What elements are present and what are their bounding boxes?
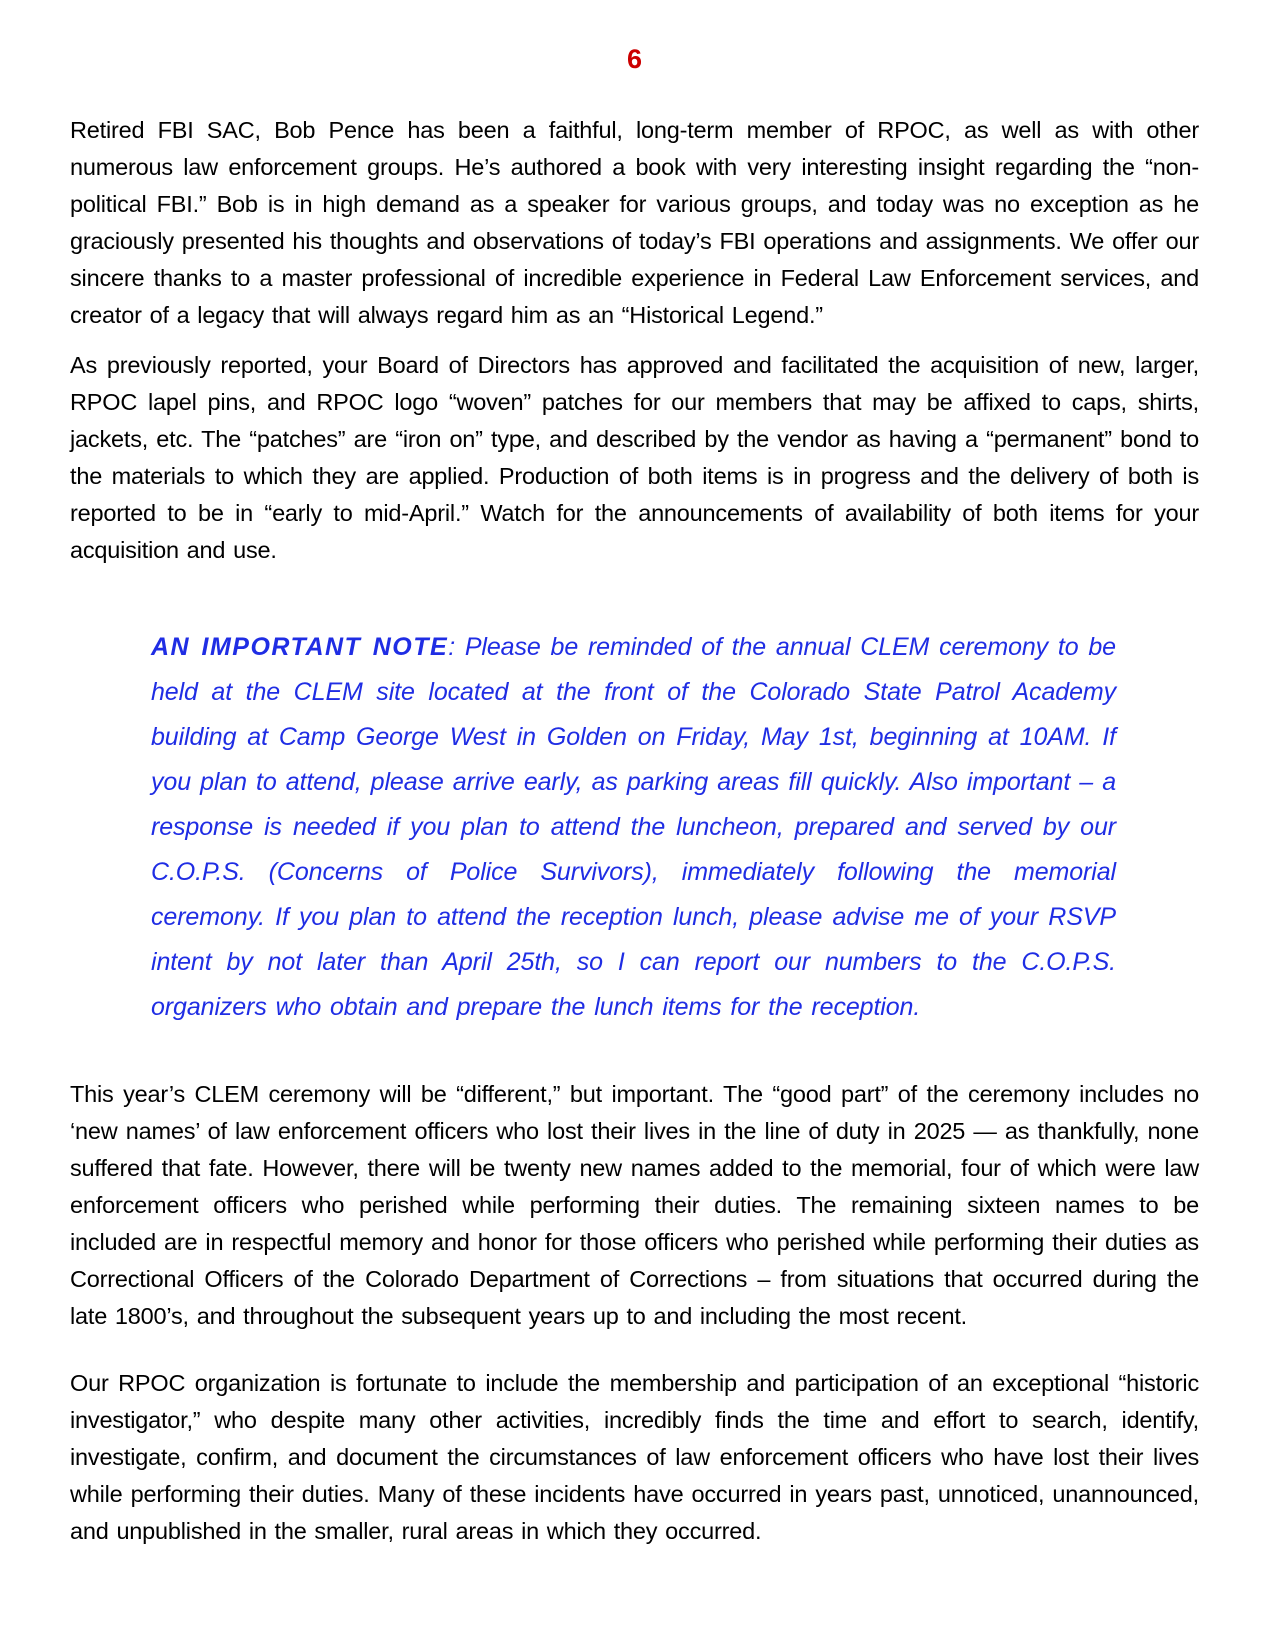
important-note-label: AN IMPORTANT NOTE: [151, 633, 449, 661]
important-note: [151, 625, 1116, 1030]
page-number: 6: [626, 44, 643, 74]
paragraph-bob-pence: Retired FBI SAC, Bob Pence has been a faithful, long-term member of RPOC, as well as with other numerous law enforcement groups. He’s authored a book with very interesting insight regarding the “non-political FBI.” Bob is in high demand as a speaker for various groups, and today was no exception as he graciously presented his thoughts and observations of today’s FBI operations and assignments. We offer our sincere thanks to a master professional of incredible experience in Federal Law Enforcement services, and creator of a legacy that will always regard him as an “Historical Legend.”: [70, 117, 1199, 328]
paragraph-historic-investigator: Our RPOC organization is fortunate to include the membership and participation of an exceptional “historic investigator,” who despite many other activities, incredibly finds the time and effort to search, identify, investigate, confirm, and document the circumstances of law enforcement officers who have lost their lives while performing their duties. Many of these incidents have occurred in years past, unnoticed, unannounced, and unpublished in the smaller, rural areas in which they occurred.: [70, 1370, 1199, 1544]
paragraph-clem-ceremony-names: This year’s CLEM ceremony will be “different,” but important. The “good part” of the ceremony includes no ‘new names’ of law enforcement officers who lost their lives in the line of duty in 2025 — as thankfully, none suffered that fate. However, there will be twenty new names added to the memorial, four of which were law enforcement officers who perished while performing their duties. The remaining sixteen names to be included are in respectful memory and honor for those officers who perished while performing their duties as Correctional Officers of the Colorado Department of Corrections – from situations that occurred during the late 1800’s, and throughout the subsequent years up to and including the most recent.: [70, 1081, 1199, 1329]
important-note-body: : Please be reminded of the annual CLEM ceremony to be held at the CLEM site located at the front of the Colorado State Patrol Academy building at Camp George West in Golden on Friday, May 1st, beginning at 10AM. If you plan to attend, please arrive early, as parking areas fill quickly. Also important – a response is needed if you plan to attend the luncheon, prepared and served by our C.O.P.S. (Concerns of Police Survivors), immediately following the memorial ceremony. If you plan to attend the reception lunch, please advise me of your RSVP intent by not later than April 25th, so I can report our numbers to the C.O.P.S. organizers who obtain and prepare the lunch items for the reception.: [151, 633, 1116, 1021]
paragraph-lapel-pins-patches: As previously reported, your Board of Directors has approved and facilitated the acquisition of new, larger, RPOC lapel pins, and RPOC logo “woven” patches for our members that may be affixed to caps, shirts, jackets, etc. The “patches” are “iron on” type, and described by the vendor as having a “permanent” bond to the materials to which they are applied. Production of both items is in progress and the delivery of both is reported to be in “early to mid-April.” Watch for the announcements of availability of both items for your acquisition and use.: [70, 352, 1199, 563]
